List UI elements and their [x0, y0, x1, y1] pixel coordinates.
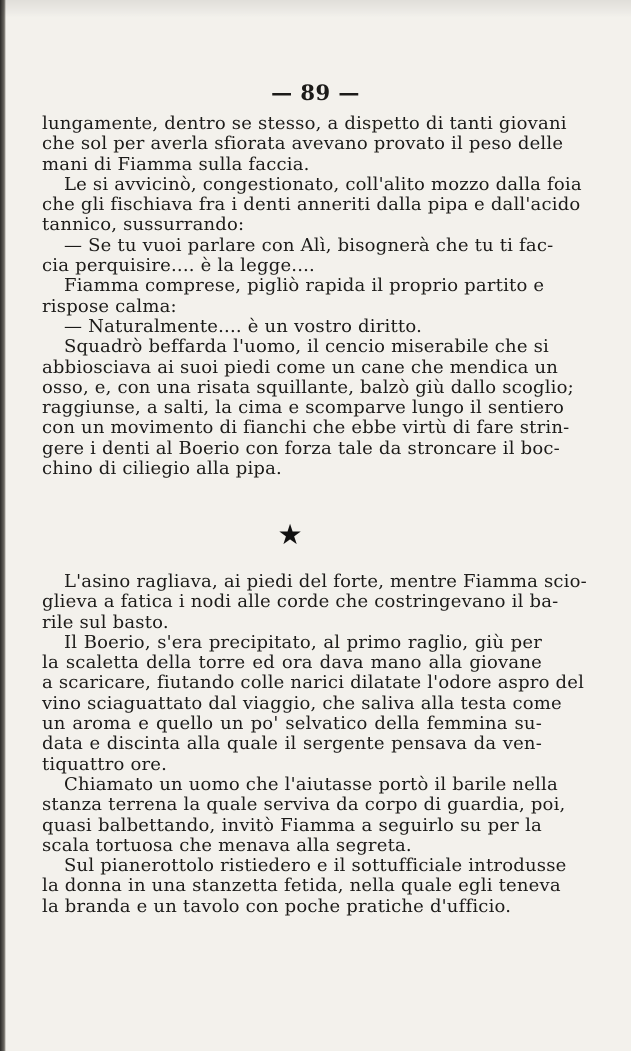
text-line: con un movimento di fianchi che ebbe virtù di fare strin-	[42, 417, 570, 439]
text-line: lungamente, dentro se stesso, a dispetto di tanti giovani	[42, 113, 567, 134]
text-line: che gli fischiava fra i denti anneriti dalla pipa e dall'acido	[42, 194, 581, 216]
text-line: stanza terrena la quale serviva da corpo di guardia, poi,	[42, 794, 566, 816]
text-line: quasi balbettando, invitò Fiamma a seguirlo su per la	[42, 814, 542, 836]
text-line: Chiamato un uomo che l'aiutasse portò il barile nella	[64, 773, 558, 795]
text-line: vino sciaguattato dal viaggio, che saliva alla testa come	[42, 692, 562, 714]
text-line: — Naturalmente.... è un vostro diritto.	[64, 315, 423, 337]
text-line: cia perquisire.... è la legge....	[42, 255, 315, 277]
text-block-1	[42, 113, 582, 480]
text-line: scala tortuosa che menava alla segreta.	[42, 834, 412, 856]
text-line: mani di Fiamma sulla faccia.	[42, 153, 310, 175]
text-line: rile sul basto.	[42, 611, 169, 633]
text-line: glieva a fatica i nodi alle corde che costringevano il ba-	[42, 591, 559, 613]
text-line: raggiunse, a salti, la cima e scomparve lungo il sentiero	[42, 397, 565, 419]
text-line: chino di ciliegio alla pipa.	[42, 458, 282, 480]
text-block-2	[42, 571, 587, 917]
text-line: la branda e un tavolo con poche pratiche d'ufficio.	[42, 895, 512, 917]
text-line: Squadrò beffarda l'uomo, il cencio miserabile che si	[64, 336, 550, 358]
text-line: L'asino ragliava, ai piedi del forte, mentre Fiamma scio-	[64, 571, 587, 592]
text-line: che sol per averla sfiorata avevano provato il peso delle	[42, 133, 564, 155]
text-line: abbiosciava ai suoi piedi come un cane che mendica un	[42, 356, 559, 378]
text-line: Sul pianerottolo ristiedero e il sottufficiale introdusse	[64, 855, 567, 877]
text-line: — Se tu vuoi parlare con Alì, bisognerà che tu ti fac-	[64, 234, 554, 256]
text-line: osso, e, con una risata squillante, balzò giù dallo scoglio;	[42, 376, 574, 398]
text-line: rispose calma:	[42, 295, 177, 317]
text-line: la scaletta della torre ed ora dava mano alla giovane	[42, 652, 542, 674]
text-line: gere i denti al Boerio con forza tale da stroncare il boc-	[42, 437, 560, 459]
text-line: Il Boerio, s'era precipitato, al primo raglio, giù per	[64, 631, 542, 653]
text-line: un aroma e quello un po' selvatico della femmina su-	[42, 713, 542, 735]
text-line: a scaricare, fiutando colle narici dilatate l'odore aspro del	[42, 672, 585, 694]
text-line: tannico, sussurrando:	[42, 214, 245, 236]
text-line: la donna in una stanzetta fetida, nella quale egli teneva	[42, 875, 561, 897]
section-star-icon: ★	[277, 518, 303, 551]
text-line: Le si avvicinò, congestionato, coll'alito mozzo dalla foia	[64, 173, 582, 195]
text-line: data e discinta alla quale il sergente pensava da ven-	[42, 733, 542, 755]
text-line: Fiamma comprese, pigliò rapida il proprio partito e	[64, 275, 545, 297]
text-line: tiquattro ore.	[42, 753, 168, 775]
page-number: — 89 —	[271, 80, 360, 105]
